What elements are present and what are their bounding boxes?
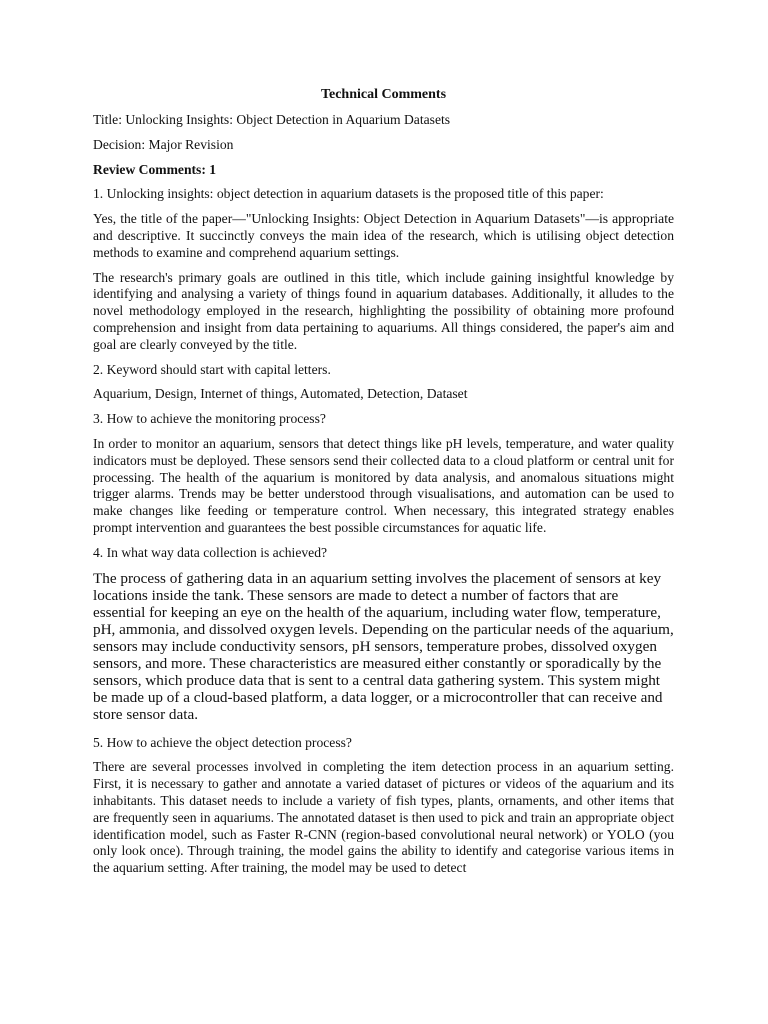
paper-title-line: Title: Unlocking Insights: Object Detection in Aquarium Datasets [93,112,451,127]
answer-5: There are several processes involved in completing the item detection process in an aquarium setting. First, it is necessary to gather and annotate a varied dataset of pictures or videos of the aquarium and its inhabitants. This dataset needs to include a variety of fish types, plants, ornaments, and other items that are frequently seen in aquariums. The annotated dataset is then used to pick and train an appropriate object identification model, such as Faster R-CNN (region-based convolutional neural network) or YOLO (you only look once). Through training, the model gains the ability to identify and categorise various items in the aquarium setting. After training, the model may be used to detect [93,759,674,876]
question-1: 1. Unlocking insights: object detection in aquarium datasets is the proposed title of this paper: [93,186,604,202]
document-heading: Technical Comments [320,87,447,102]
answer-1-paragraph-1: Yes, the title of the paper—"Unlocking Insights: Object Detection in Aquarium Datasets"—is appropriate and descriptive. It succinctly conveys the main idea of the research, which is utilising object detection methods to examine and comprehend aquarium settings. [93,211,674,260]
answer-1-paragraph-2: The research's primary goals are outlined in this title, which include gaining insightful knowledge by identifying and analysing a variety of things found in aquarium databases. Additionally, it alludes to the novel methodology employed in the research, highlighting the possibility of obtaining more profound comprehension and insight from data pertaining to aquariums. All things considered, the paper's aim and goal are clearly conveyed by the title. [93,269,674,352]
decision-line: Decision: Major Revision [93,136,234,152]
answer-3: In order to monitor an aquarium, sensors that detect things like pH levels, temperature, and water quality indicators must be deployed. These sensors send their collected data to a cloud platform or central unit for processing. The health of the aquarium is monitored by data analysis, and anomalous situations might trigger alarms. Trends may be better understood through visualisations, and automation can be used to make changes like feeding or temperature control. When necessary, this integrated strategy enables prompt intervention and guarantees the best possible circumstances for aquatic life. [93,435,674,535]
answer-4: The process of gathering data in an aquarium setting involves the placement of sensors at key locations inside the tank. These sensors are made to detect a number of factors that are essential for keeping an eye on the health of the aquarium, including water flow, temperature, pH, ammonia, and dissolved oxygen levels. Depending on the particular needs of the aquarium, sensors may include conductivity sensors, pH sensors, temperature probes, dissolved oxygen sensors, and more. These characteristics are measured either constantly or sporadically by the sensors, which produce data that is sent to a central data gathering system. This system might be made up of a cloud-based platform, a data logger, or a microcontroller that can receive and store sensor data. [93,569,674,723]
question-3: 3. How to achieve the monitoring process? [93,411,326,427]
question-2: 2. Keyword should start with capital letters. [93,361,331,377]
review-comments-heading: Review Comments: 1 [93,161,217,177]
question-4: 4. In what way data collection is achieved? [93,544,328,560]
document-page [93,86,674,885]
answer-2-keywords: Aquarium, Design, Internet of things, Automated, Detection, Dataset [93,386,468,402]
question-5: 5. How to achieve the object detection process? [93,734,352,750]
